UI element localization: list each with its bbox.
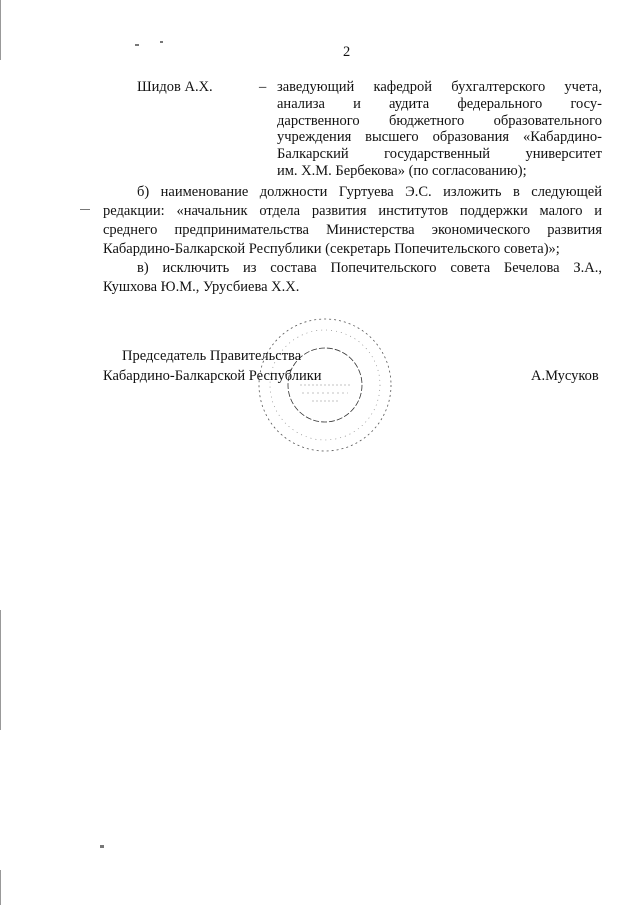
position-line: учреждения высшего образования «Кабардино-	[277, 129, 602, 146]
position-line: Балкарский государственный университет	[277, 146, 602, 163]
scan-speck	[160, 41, 163, 43]
member-position	[277, 79, 602, 180]
paragraph-line: редакции: «начальник отдела развития институтов поддержки малого и	[103, 203, 602, 219]
scan-edge-mark	[0, 870, 1, 905]
official-seal	[240, 315, 420, 465]
scan-edge-mark	[0, 610, 1, 730]
paragraph-v	[103, 259, 602, 297]
paragraph-b	[103, 183, 602, 259]
paragraph-line: Кабардино-Балкарской Республики (секретарь Попечительского совета)»;	[103, 241, 560, 257]
position-line: заведующий кафедрой бухгалтерского учета,	[277, 79, 602, 95]
paragraph-line: Кушхова Ю.М., Урусбиева Х.Х.	[103, 279, 300, 295]
member-dash: –	[259, 79, 267, 95]
paragraph-line: б) наименование должности Гуртуева Э.С. изложить в следующей	[137, 184, 602, 200]
scan-speck	[80, 209, 90, 210]
scan-speck	[100, 845, 104, 848]
signature-title-line2: Кабардино-Балкарской Республики	[103, 368, 322, 384]
paragraph-line: в) исключить из состава Попечительского совета Бечелова З.А.,	[137, 260, 602, 276]
signature-title-line1: Председатель Правительства	[122, 348, 302, 364]
position-line: им. Х.М. Бербекова» (по согласованию);	[277, 162, 527, 179]
position-line: дарственного бюджетного образовательного	[277, 112, 602, 129]
signatory-name: А.Мусуков	[531, 368, 599, 384]
member-name: Шидов А.Х.	[137, 79, 213, 95]
page-number: 2	[343, 44, 351, 60]
scan-edge-mark	[0, 0, 1, 60]
scan-speck	[135, 44, 139, 46]
paragraph-line: среднего предпринимательства Министерства экономического развития	[103, 222, 602, 238]
position-line: анализа и аудита федерального госу-	[277, 95, 602, 112]
